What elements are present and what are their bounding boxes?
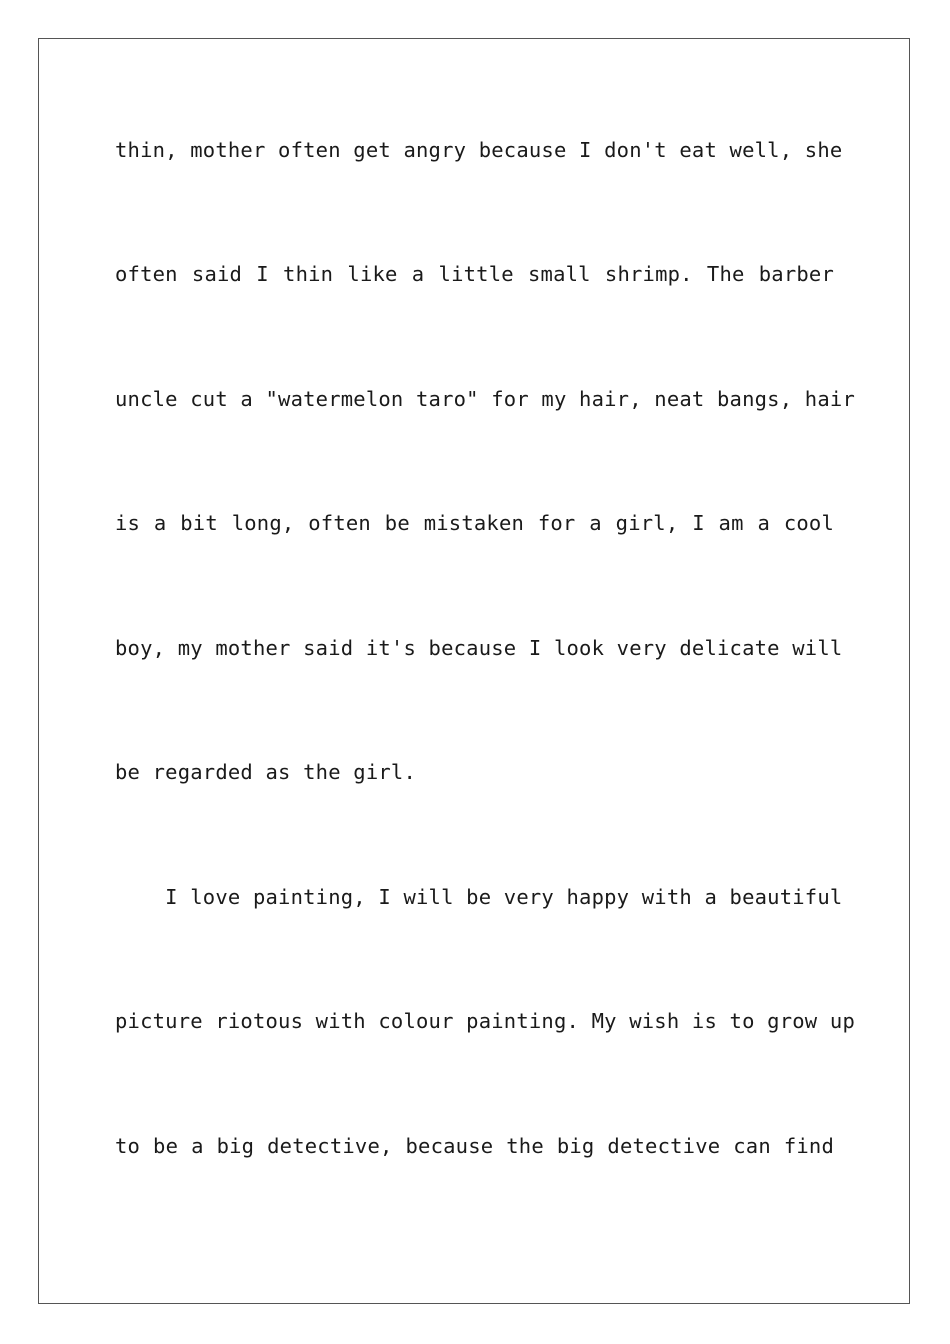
- text-line: picture riotous with colour painting. My wish is to grow up: [115, 1009, 855, 1033]
- text-line: is a bit long, often be mistaken for a girl, I am a cool: [115, 511, 834, 535]
- text-line: to be a big detective, because the big detective can find: [115, 1134, 834, 1158]
- text-line: be regarded as the girl.: [115, 760, 417, 784]
- text-line: thin, mother often get angry because I don't eat well, she: [115, 138, 843, 162]
- paragraph-start-line: I love painting, I will be very happy with a beautiful: [115, 885, 843, 909]
- text-line: often said I thin like a little small shrimp. The barber: [115, 262, 834, 286]
- text-line: boy, my mother said it's because I look very delicate will: [115, 636, 843, 660]
- page-border: [38, 38, 910, 1304]
- text-line: uncle cut a "watermelon taro" for my hair, neat bangs, hair: [115, 387, 855, 411]
